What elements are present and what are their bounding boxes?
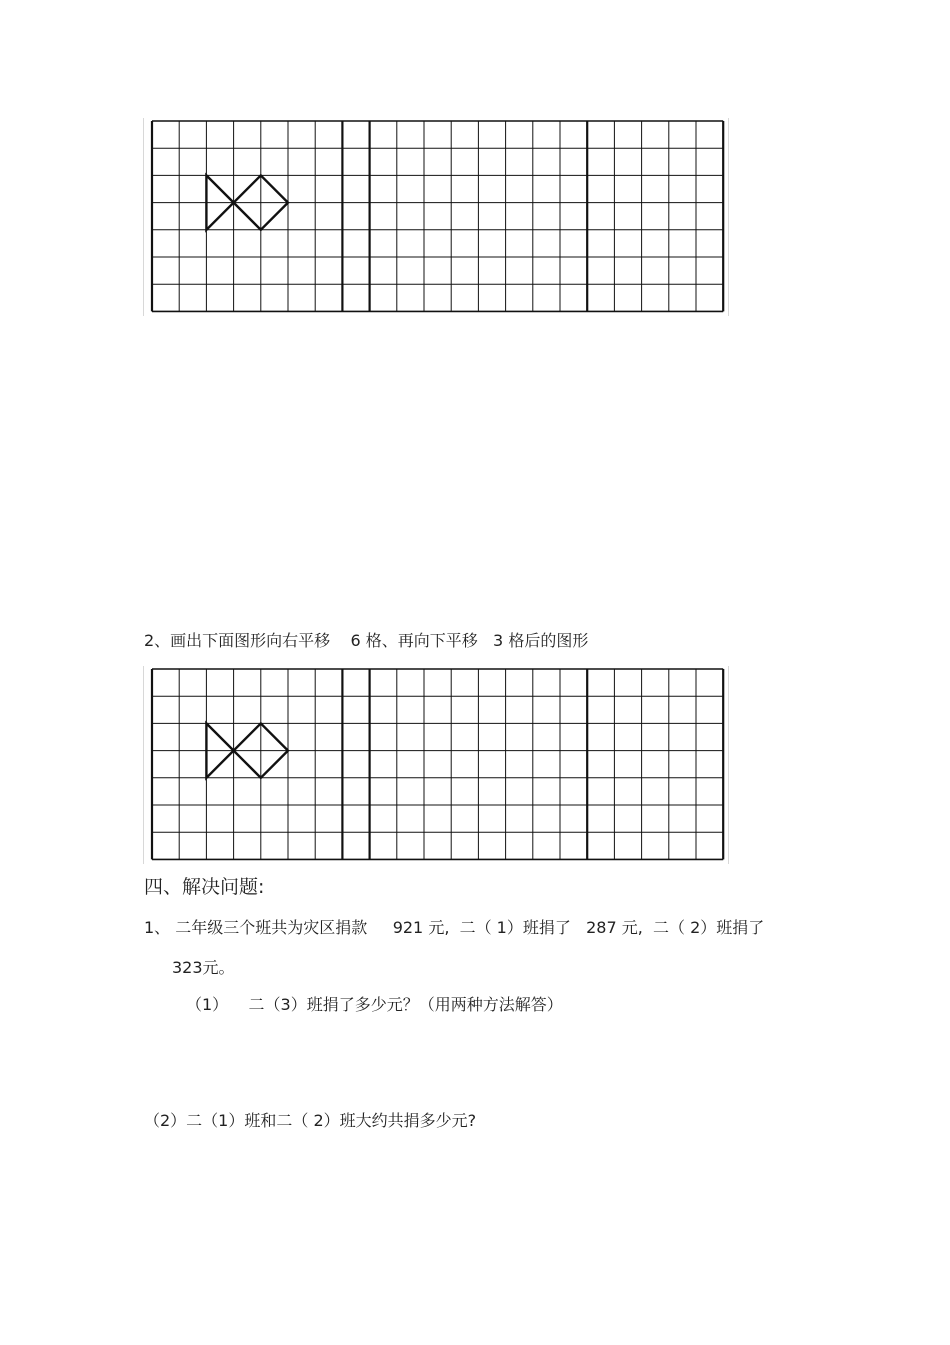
grid-2 (144, 666, 728, 864)
grid-2-frame (143, 666, 729, 864)
problem-1-sub-question-1: （1） 二（3）班捐了多少元？（用两种方法解答） (186, 995, 563, 1014)
grid-1-frame (143, 118, 729, 316)
problem-1-line-1: 1、 二年级三个班共为灾区捐款 921 元, 二（ 1）班捐了 287 元, 二（ 2）班捐了 (144, 918, 765, 937)
grid-1 (144, 118, 728, 316)
section-4-heading: 四、解决问题: (144, 876, 265, 898)
question-2-label: 2、画出下面图形向右平移 6 格、再向下平移 3 格后的图形 (144, 631, 589, 650)
problem-1-line-2: 323元。 (172, 958, 235, 977)
problem-1-sub-question-2: （2）二（1）班和二（ 2）班大约共捐多少元? (144, 1111, 477, 1130)
